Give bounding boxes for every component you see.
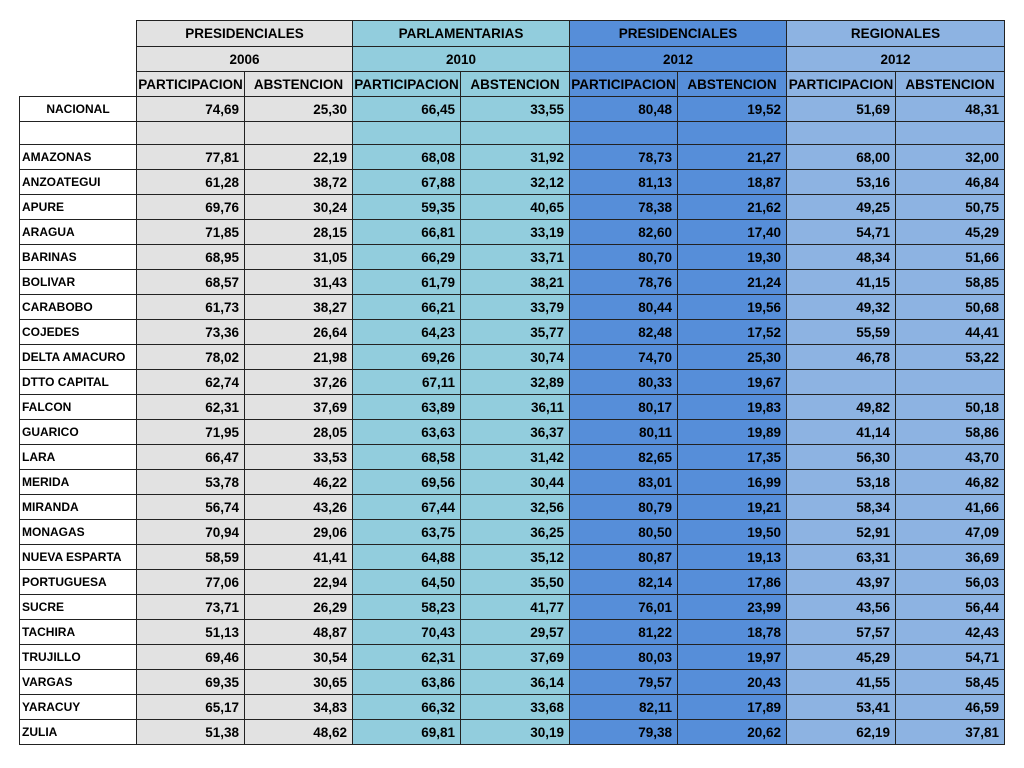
table-row — [20, 720, 1005, 745]
row-label: FALCON — [20, 395, 137, 420]
row-label: BARINAS — [20, 245, 137, 270]
table-cell: 80,70 — [570, 245, 678, 270]
table-cell: 45,29 — [787, 645, 896, 670]
table-cell: 49,25 — [787, 195, 896, 220]
table-row — [20, 545, 1005, 570]
table-cell — [896, 370, 1005, 395]
table-cell: 51,13 — [137, 620, 245, 645]
column-header: ABSTENCION — [461, 72, 570, 97]
table-cell: 44,41 — [896, 320, 1005, 345]
table-cell: 30,24 — [245, 195, 353, 220]
table-cell: 37,81 — [896, 720, 1005, 745]
row-label: AMAZONAS — [20, 145, 137, 170]
table-cell: 52,91 — [787, 520, 896, 545]
table-cell: 50,18 — [896, 395, 1005, 420]
table-row — [20, 620, 1005, 645]
table-cell: 66,32 — [353, 695, 461, 720]
table-cell: 36,14 — [461, 670, 570, 695]
table-cell: 33,53 — [245, 445, 353, 470]
table-row — [20, 570, 1005, 595]
table-cell: 80,48 — [570, 97, 678, 122]
table-cell: 40,65 — [461, 195, 570, 220]
table-cell: 68,58 — [353, 445, 461, 470]
row-label: CARABOBO — [20, 295, 137, 320]
table-cell: 33,68 — [461, 695, 570, 720]
table-cell: 37,69 — [245, 395, 353, 420]
year-header-reg-2012: 2012 — [787, 47, 1005, 72]
row-label: GUARICO — [20, 420, 137, 445]
table-cell: 35,50 — [461, 570, 570, 595]
table-cell: 20,43 — [678, 670, 787, 695]
table-cell: 31,43 — [245, 270, 353, 295]
table-cell: 58,86 — [896, 420, 1005, 445]
table-cell: 51,38 — [137, 720, 245, 745]
column-header: PARTICIPACION — [787, 72, 896, 97]
table-cell: 18,78 — [678, 620, 787, 645]
table-cell: 73,36 — [137, 320, 245, 345]
table-cell: 63,75 — [353, 520, 461, 545]
election-header-pres-2012: PRESIDENCIALES — [570, 21, 787, 47]
table-cell: 80,50 — [570, 520, 678, 545]
table-cell: 28,05 — [245, 420, 353, 445]
table-cell: 67,88 — [353, 170, 461, 195]
table-cell: 83,01 — [570, 470, 678, 495]
table-cell: 53,41 — [787, 695, 896, 720]
table-row — [20, 295, 1005, 320]
table-cell: 78,73 — [570, 145, 678, 170]
table-row — [20, 595, 1005, 620]
table-cell: 29,06 — [245, 520, 353, 545]
table-cell: 19,50 — [678, 520, 787, 545]
table-cell: 66,29 — [353, 245, 461, 270]
table-cell: 28,15 — [245, 220, 353, 245]
table-cell: 49,82 — [787, 395, 896, 420]
table-cell: 50,75 — [896, 195, 1005, 220]
table-row — [20, 145, 1005, 170]
row-label: TACHIRA — [20, 620, 137, 645]
table-cell: 30,74 — [461, 345, 570, 370]
table-row — [20, 195, 1005, 220]
table-cell: 53,78 — [137, 470, 245, 495]
table-cell: 66,45 — [353, 97, 461, 122]
table-cell: 80,79 — [570, 495, 678, 520]
column-header: ABSTENCION — [896, 72, 1005, 97]
table-cell: 37,69 — [461, 645, 570, 670]
table-cell: 73,71 — [137, 595, 245, 620]
table-cell: 81,13 — [570, 170, 678, 195]
table-cell: 66,47 — [137, 445, 245, 470]
column-header: ABSTENCION — [678, 72, 787, 97]
spacer-row — [20, 122, 1005, 145]
table-cell: 42,43 — [896, 620, 1005, 645]
table-row — [20, 445, 1005, 470]
table-row — [20, 420, 1005, 445]
year-header-pres-2006: 2006 — [137, 47, 353, 72]
table-cell: 21,98 — [245, 345, 353, 370]
table-cell: 22,19 — [245, 145, 353, 170]
table-row — [20, 220, 1005, 245]
table-cell: 32,00 — [896, 145, 1005, 170]
table-cell: 58,23 — [353, 595, 461, 620]
table-cell: 69,46 — [137, 645, 245, 670]
table-cell: 19,52 — [678, 97, 787, 122]
table-cell: 63,31 — [787, 545, 896, 570]
table-cell: 80,03 — [570, 645, 678, 670]
table-cell: 68,00 — [787, 145, 896, 170]
table-cell: 63,89 — [353, 395, 461, 420]
table-cell: 48,87 — [245, 620, 353, 645]
table-row — [20, 320, 1005, 345]
table-cell: 70,43 — [353, 620, 461, 645]
table-cell: 81,22 — [570, 620, 678, 645]
table-cell: 46,59 — [896, 695, 1005, 720]
table-row — [20, 245, 1005, 270]
table-cell: 29,57 — [461, 620, 570, 645]
table-cell: 82,65 — [570, 445, 678, 470]
table-cell: 57,57 — [787, 620, 896, 645]
table-cell: 21,62 — [678, 195, 787, 220]
header-elections-row — [20, 21, 1005, 47]
table-row — [20, 345, 1005, 370]
row-label: YARACUY — [20, 695, 137, 720]
table-cell: 47,09 — [896, 520, 1005, 545]
table-cell: 36,25 — [461, 520, 570, 545]
table-cell: 63,63 — [353, 420, 461, 445]
table-cell: 21,27 — [678, 145, 787, 170]
table-cell: 19,89 — [678, 420, 787, 445]
table-cell: 59,35 — [353, 195, 461, 220]
table-cell: 22,94 — [245, 570, 353, 595]
spacer-cell — [461, 122, 570, 145]
year-header-parl-2010: 2010 — [353, 47, 570, 72]
table-cell: 36,69 — [896, 545, 1005, 570]
spacer-cell — [896, 122, 1005, 145]
table-cell: 71,95 — [137, 420, 245, 445]
table-cell: 56,03 — [896, 570, 1005, 595]
table-cell: 32,12 — [461, 170, 570, 195]
table-cell: 21,24 — [678, 270, 787, 295]
row-label: ARAGUA — [20, 220, 137, 245]
table-cell: 37,26 — [245, 370, 353, 395]
election-header-reg-2012: REGIONALES — [787, 21, 1005, 47]
table-cell: 53,16 — [787, 170, 896, 195]
table-cell: 41,55 — [787, 670, 896, 695]
table-cell: 43,70 — [896, 445, 1005, 470]
table-row — [20, 270, 1005, 295]
corner-blank — [20, 21, 137, 47]
table-cell: 19,13 — [678, 545, 787, 570]
column-header: PARTICIPACION — [570, 72, 678, 97]
table-cell: 74,69 — [137, 97, 245, 122]
table-cell: 82,60 — [570, 220, 678, 245]
table-cell: 41,41 — [245, 545, 353, 570]
table-cell: 62,31 — [353, 645, 461, 670]
table-cell: 49,32 — [787, 295, 896, 320]
table-cell: 68,08 — [353, 145, 461, 170]
row-label: MONAGAS — [20, 520, 137, 545]
row-label: APURE — [20, 195, 137, 220]
table-cell: 68,57 — [137, 270, 245, 295]
table-cell: 58,85 — [896, 270, 1005, 295]
corner-blank — [20, 47, 137, 72]
row-label: MIRANDA — [20, 495, 137, 520]
table-cell: 41,77 — [461, 595, 570, 620]
table-cell: 46,84 — [896, 170, 1005, 195]
table-cell: 19,97 — [678, 645, 787, 670]
table-cell: 20,62 — [678, 720, 787, 745]
table-cell: 61,79 — [353, 270, 461, 295]
table-cell: 82,48 — [570, 320, 678, 345]
row-label: ANZOATEGUI — [20, 170, 137, 195]
table-cell: 69,26 — [353, 345, 461, 370]
row-label: NUEVA ESPARTA — [20, 545, 137, 570]
row-label: PORTUGUESA — [20, 570, 137, 595]
table-cell: 62,74 — [137, 370, 245, 395]
table-cell: 30,44 — [461, 470, 570, 495]
corner-blank — [20, 72, 137, 97]
header-years-row — [20, 47, 1005, 72]
table-row — [20, 495, 1005, 520]
table-cell: 67,44 — [353, 495, 461, 520]
table-cell: 19,30 — [678, 245, 787, 270]
table-cell: 82,11 — [570, 695, 678, 720]
table-cell: 61,28 — [137, 170, 245, 195]
table-cell: 62,31 — [137, 395, 245, 420]
table-cell: 25,30 — [678, 345, 787, 370]
nacional-row — [20, 97, 1005, 122]
row-label: SUCRE — [20, 595, 137, 620]
spacer-cell — [137, 122, 245, 145]
table-cell: 17,89 — [678, 695, 787, 720]
year-header-pres-2012: 2012 — [570, 47, 787, 72]
column-header: PARTICIPACION — [137, 72, 245, 97]
table-cell: 46,22 — [245, 470, 353, 495]
table-cell: 46,82 — [896, 470, 1005, 495]
table-cell: 30,65 — [245, 670, 353, 695]
table-cell: 26,64 — [245, 320, 353, 345]
table-cell: 56,74 — [137, 495, 245, 520]
table-cell: 31,42 — [461, 445, 570, 470]
table-cell: 38,21 — [461, 270, 570, 295]
table-cell: 64,88 — [353, 545, 461, 570]
table-cell: 41,15 — [787, 270, 896, 295]
table-row — [20, 645, 1005, 670]
table-row — [20, 170, 1005, 195]
table-cell: 45,29 — [896, 220, 1005, 245]
table-cell: 18,87 — [678, 170, 787, 195]
table-cell: 80,11 — [570, 420, 678, 445]
table-cell: 43,26 — [245, 495, 353, 520]
table-cell: 62,19 — [787, 720, 896, 745]
table-cell: 54,71 — [787, 220, 896, 245]
table-cell: 19,83 — [678, 395, 787, 420]
table-cell: 46,78 — [787, 345, 896, 370]
table-cell: 16,99 — [678, 470, 787, 495]
table-cell: 69,35 — [137, 670, 245, 695]
spacer-cell — [787, 122, 896, 145]
table-cell: 70,94 — [137, 520, 245, 545]
table-cell: 33,55 — [461, 97, 570, 122]
table-cell: 31,92 — [461, 145, 570, 170]
table-cell: 50,68 — [896, 295, 1005, 320]
table-cell: 69,56 — [353, 470, 461, 495]
table-cell: 48,62 — [245, 720, 353, 745]
table-cell: 76,01 — [570, 595, 678, 620]
row-label: ZULIA — [20, 720, 137, 745]
table-cell: 17,40 — [678, 220, 787, 245]
table-cell: 38,27 — [245, 295, 353, 320]
table-cell: 58,59 — [137, 545, 245, 570]
table-cell: 77,81 — [137, 145, 245, 170]
table-cell: 35,77 — [461, 320, 570, 345]
table-cell: 17,52 — [678, 320, 787, 345]
column-header: ABSTENCION — [245, 72, 353, 97]
table-cell: 30,54 — [245, 645, 353, 670]
table-cell: 36,11 — [461, 395, 570, 420]
spacer-cell — [353, 122, 461, 145]
table-cell: 79,57 — [570, 670, 678, 695]
table-cell: 30,19 — [461, 720, 570, 745]
spacer-cell — [245, 122, 353, 145]
row-label: DTTO CAPITAL — [20, 370, 137, 395]
table-cell: 74,70 — [570, 345, 678, 370]
table-cell: 78,02 — [137, 345, 245, 370]
table-cell: 32,89 — [461, 370, 570, 395]
table-cell: 65,17 — [137, 695, 245, 720]
table-cell: 58,34 — [787, 495, 896, 520]
election-header-pres-2006: PRESIDENCIALES — [137, 21, 353, 47]
row-label: VARGAS — [20, 670, 137, 695]
table-cell: 26,29 — [245, 595, 353, 620]
table-cell: 78,76 — [570, 270, 678, 295]
column-header: PARTICIPACION — [353, 72, 461, 97]
table-cell: 64,23 — [353, 320, 461, 345]
table-cell: 36,37 — [461, 420, 570, 445]
table-cell: 77,06 — [137, 570, 245, 595]
table-cell: 80,87 — [570, 545, 678, 570]
table-cell — [787, 370, 896, 395]
row-label: MERIDA — [20, 470, 137, 495]
table-cell: 33,79 — [461, 295, 570, 320]
row-label: TRUJILLO — [20, 645, 137, 670]
election-results-table — [19, 20, 1005, 745]
table-cell: 35,12 — [461, 545, 570, 570]
table-cell: 19,56 — [678, 295, 787, 320]
table-cell: 56,44 — [896, 595, 1005, 620]
table-row — [20, 520, 1005, 545]
table-cell: 56,30 — [787, 445, 896, 470]
table-cell: 31,05 — [245, 245, 353, 270]
table-cell: 54,71 — [896, 645, 1005, 670]
table-cell: 19,21 — [678, 495, 787, 520]
table-row — [20, 670, 1005, 695]
row-label-nacional: NACIONAL — [20, 97, 137, 122]
row-label: COJEDES — [20, 320, 137, 345]
table-row — [20, 395, 1005, 420]
table-cell: 17,86 — [678, 570, 787, 595]
table-cell: 80,44 — [570, 295, 678, 320]
table-cell: 61,73 — [137, 295, 245, 320]
header-columns-row — [20, 72, 1005, 97]
table-cell: 41,66 — [896, 495, 1005, 520]
table-cell: 19,67 — [678, 370, 787, 395]
row-label: LARA — [20, 445, 137, 470]
table-cell: 67,11 — [353, 370, 461, 395]
table-cell: 55,59 — [787, 320, 896, 345]
table-cell: 80,17 — [570, 395, 678, 420]
table-cell: 48,31 — [896, 97, 1005, 122]
table-cell: 34,83 — [245, 695, 353, 720]
table-cell: 58,45 — [896, 670, 1005, 695]
table-cell: 82,14 — [570, 570, 678, 595]
table-cell: 43,56 — [787, 595, 896, 620]
spacer-cell — [678, 122, 787, 145]
election-header-parl-2010: PARLAMENTARIAS — [353, 21, 570, 47]
table-cell: 79,38 — [570, 720, 678, 745]
spacer-cell — [570, 122, 678, 145]
table-cell: 69,76 — [137, 195, 245, 220]
table-cell: 78,38 — [570, 195, 678, 220]
table-cell: 69,81 — [353, 720, 461, 745]
row-label: DELTA AMACURO — [20, 345, 137, 370]
table-cell: 23,99 — [678, 595, 787, 620]
table-cell: 63,86 — [353, 670, 461, 695]
table-cell: 51,69 — [787, 97, 896, 122]
table-cell: 71,85 — [137, 220, 245, 245]
table-cell: 51,66 — [896, 245, 1005, 270]
table-cell: 64,50 — [353, 570, 461, 595]
table-cell: 43,97 — [787, 570, 896, 595]
table-cell: 17,35 — [678, 445, 787, 470]
table-cell: 25,30 — [245, 97, 353, 122]
table-cell: 66,21 — [353, 295, 461, 320]
table-cell: 53,18 — [787, 470, 896, 495]
table-cell: 41,14 — [787, 420, 896, 445]
row-label: BOLIVAR — [20, 270, 137, 295]
table-cell: 80,33 — [570, 370, 678, 395]
table-cell: 53,22 — [896, 345, 1005, 370]
table-row — [20, 695, 1005, 720]
table-row — [20, 470, 1005, 495]
table-cell: 48,34 — [787, 245, 896, 270]
table-cell: 66,81 — [353, 220, 461, 245]
table-cell: 33,71 — [461, 245, 570, 270]
table-cell: 33,19 — [461, 220, 570, 245]
table-cell: 32,56 — [461, 495, 570, 520]
spacer-cell — [20, 122, 137, 145]
table-cell: 38,72 — [245, 170, 353, 195]
table-row — [20, 370, 1005, 395]
table-cell: 68,95 — [137, 245, 245, 270]
